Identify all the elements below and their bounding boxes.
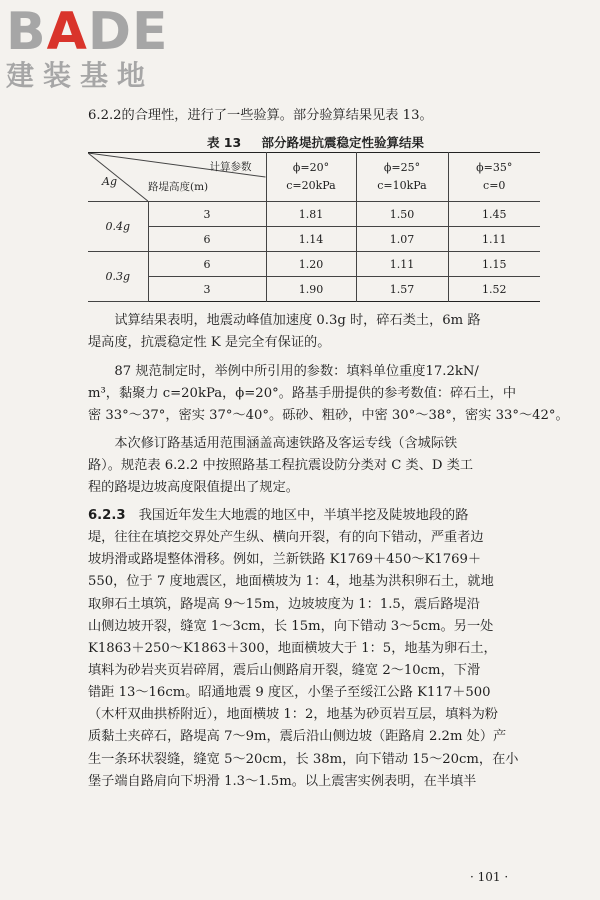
paragraph-line: 程的路堤边坡高度限值提出了规定。 [88, 480, 299, 495]
header-c: c=0 [483, 179, 506, 192]
paragraph-line: 堤高度，抗震稳定性 K 是完全有保证的。 [88, 335, 331, 350]
header-col-2 [356, 153, 448, 202]
section-text: 我国近年发生大地震的地区中，半填半挖及陡坡地段的路 [125, 508, 469, 523]
paragraph-line: 取卵石土填筑，路堤高 9～15m，边坡坡度为 1：1.5，震后路堤沿 [88, 597, 480, 612]
logo-subtitle: 建装基地 [6, 59, 155, 92]
header-height-label: 路堤高度(m) [148, 181, 209, 193]
value-cell: 1.15 [448, 252, 540, 277]
table-row [88, 277, 540, 302]
paragraph-line: 本次修订路基适用范围涵盖高速铁路及客运专线（含城际铁 [88, 436, 458, 451]
header-phi: ϕ=20° [292, 161, 330, 174]
paragraph-line: 路）。规范表 6.2.2 中按照路基工程抗震设防分类对 C 类、D 类工 [88, 458, 474, 473]
height-cell: 6 [148, 227, 266, 252]
value-cell: 1.45 [448, 202, 540, 227]
table-header-row [88, 153, 540, 202]
logo-text: BADE [6, 2, 169, 62]
paragraph-line: 87 规范制定时，举例中所引用的参数：填料单位重度17.2kN/ [88, 364, 479, 379]
height-cell: 3 [148, 277, 266, 302]
header-col-3 [448, 153, 540, 202]
table-row [88, 202, 540, 227]
value-cell: 1.20 [266, 252, 356, 277]
ag-cell: 0.3g [88, 252, 148, 302]
paragraph-line: （木杆双曲拱桥附近），地面横坡 1：2，地基为砂页岩互层，填料为粉 [88, 707, 498, 722]
intro-line: 6.2.2的合理性，进行了一些验算。部分验算结果见表 13。 [88, 108, 433, 123]
section-number: 6.2.3 [88, 508, 126, 523]
paragraph-line: 质黏土夹碎石，路堤高 7～9m，震后沿山侧边坡（距路肩 2.2m 处）产 [88, 729, 507, 744]
header-params-label: 计算参数 [209, 161, 252, 173]
value-cell: 1.52 [448, 277, 540, 302]
paragraph-line: 密 33°～37°，密实 37°～40°。砾砂、粗砂，中密 30°～38°，密实 33°～42°。 [88, 408, 569, 423]
value-cell: 1.50 [356, 202, 448, 227]
header-phi: ϕ=35° [476, 161, 513, 174]
height-cell: 6 [148, 252, 266, 277]
table-title: 部分路堤抗震稳定性验算结果 [261, 135, 425, 150]
paragraph-line: 550，位于 7 度地震区，地面横坡为 1：4，地基为洪积卵石土，就地 [88, 574, 494, 589]
paragraph-line: 坡坍滑或路堤整体滑移。例如，兰新铁路 K1769＋450～K1769＋ [88, 552, 482, 567]
header-c: c=10kPa [377, 179, 427, 192]
paragraph-line: 生一条环状裂缝，缝宽 5～20cm，长 38m，向下错动 15～20cm，在小 [88, 752, 519, 767]
table-row [88, 252, 540, 277]
header-c: c=20kPa [286, 179, 336, 192]
paragraph-line: 试算结果表明，地震动峰值加速度 0.3g 时，碎石类土，6m 路 [88, 313, 481, 328]
paragraph-line: m³，黏聚力 c=20kPa，ϕ=20°。路基手册提供的参考数值：碎石土，中 [88, 386, 517, 401]
watermark-logo [6, 2, 206, 92]
paragraph-line: 堤，往往在填挖交界处产生纵、横向开裂，有的向下错动，严重者边 [88, 530, 484, 545]
value-cell: 1.11 [448, 227, 540, 252]
value-cell: 1.57 [356, 277, 448, 302]
paragraph-line: 堡子端自路肩向下坍滑 1.3～1.5m。以上震害实例表明，在半填半 [88, 774, 477, 789]
value-cell: 1.11 [356, 252, 448, 277]
ag-cell: 0.4g [88, 202, 148, 252]
value-cell: 1.81 [266, 202, 356, 227]
paragraph-line: K1863＋250～K1863＋300，地面横坡大于 1：5，地基为卵石土， [88, 641, 497, 656]
table-row [88, 227, 540, 252]
header-ag-label: Ag [102, 175, 117, 188]
value-cell: 1.07 [356, 227, 448, 252]
page-number: · 101 · [470, 870, 509, 884]
header-corner-cell [88, 153, 266, 202]
paragraph-line: 填料为砂岩夹页岩碎屑，震后山侧路肩开裂，缝宽 2～10cm，下滑 [88, 663, 481, 678]
paragraph-line: 错距 13～16cm。昭通地震 9 度区，小堡子至绥江公路 K117＋500 [88, 685, 491, 700]
paragraph-line: 山侧边坡开裂，缝宽 1～3cm，长 15m，向下错动 3～5cm。另一处 [88, 619, 494, 634]
section-first-line [88, 507, 543, 525]
results-table [88, 152, 540, 302]
value-cell: 1.14 [266, 227, 356, 252]
value-cell: 1.90 [266, 277, 356, 302]
header-phi: ϕ=25° [383, 161, 421, 174]
header-col-1 [266, 153, 356, 202]
table-caption [88, 133, 543, 151]
table-number: 表 13 [206, 135, 242, 150]
height-cell: 3 [148, 202, 266, 227]
